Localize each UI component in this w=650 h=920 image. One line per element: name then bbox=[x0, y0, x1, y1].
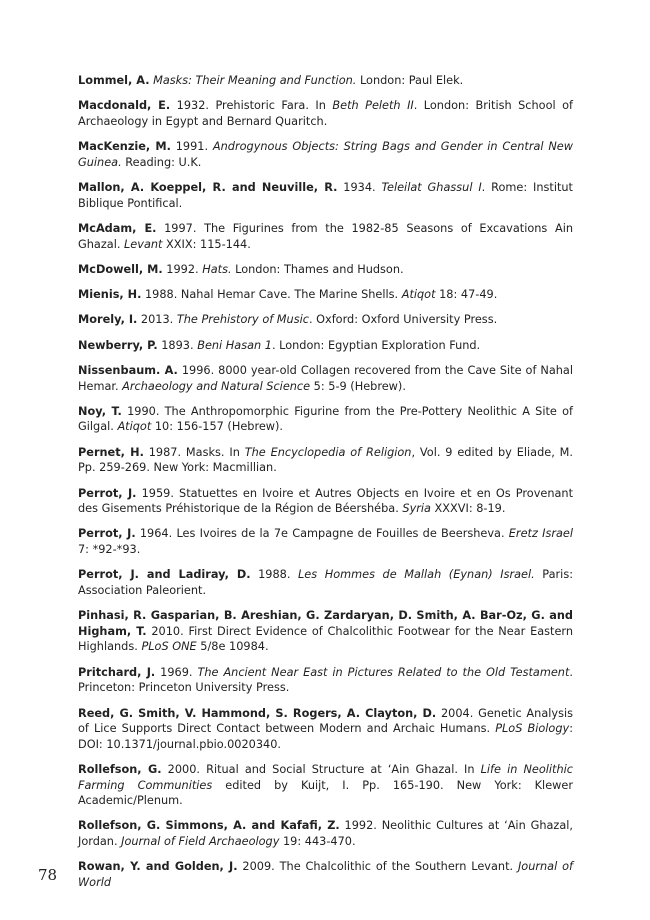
reference-entry bbox=[78, 312, 573, 328]
reference-title: Journal of Field Archaeology bbox=[121, 835, 280, 849]
reference-text: . Princeton: Princeton University Press. bbox=[78, 665, 573, 695]
reference-entry bbox=[78, 665, 573, 696]
reference-entry bbox=[78, 262, 573, 278]
reference-entry bbox=[78, 221, 573, 252]
reference-text: 1959. Statuettes en Ivoire et Autres Objects en Ivoire et en Os Provenant des Gisements Préhistorique de la Région de Béershéba. bbox=[78, 486, 574, 516]
reference-text: 5: 5-9 (Hebrew). bbox=[310, 379, 406, 393]
reference-entry bbox=[78, 706, 573, 753]
reference-title: Archaeology and Natural Science bbox=[122, 379, 311, 393]
reference-text: 1988. Nahal Hemar Cave. The Marine Shells. bbox=[141, 288, 402, 302]
reference-entry bbox=[78, 287, 573, 303]
reference-title: Teleilat Ghassul I bbox=[381, 181, 482, 195]
reference-text: XXXVI: 8-19. bbox=[430, 502, 506, 516]
reference-text: . London: British School of Archaeology in Egypt and Bernard Quaritch. bbox=[78, 99, 573, 128]
reference-author: Newberry, P. bbox=[78, 338, 158, 352]
reference-text: 1997. The Figurines from the 1982-85 Seasons of Excavations Ain Ghazal. bbox=[78, 221, 573, 251]
reference-entry bbox=[78, 363, 573, 394]
reference-text: : DOI: 10.1371/journal.pbio.0020340. bbox=[78, 722, 573, 751]
reference-text: 1992. bbox=[162, 262, 203, 276]
reference-text: XXIX: 115-144. bbox=[162, 237, 251, 251]
reference-text: 2009. The Chalcolithic of the Southern Levant. bbox=[237, 860, 518, 874]
reference-author: Nissenbaum. A. bbox=[78, 363, 178, 377]
reference-text: 1893. bbox=[157, 338, 198, 352]
reference-text: Paris: Association Paleorient. bbox=[78, 568, 574, 597]
reference-author: Mienis, H. bbox=[78, 288, 142, 302]
reference-entry bbox=[78, 98, 573, 129]
reference-text: London: Thames and Hudson. bbox=[231, 262, 404, 276]
reference-entry bbox=[78, 404, 573, 435]
reference-text: 2004. Genetic Analysis of Lice Supports Direct Contact between Modern and Archaic Humans. bbox=[78, 706, 573, 736]
reference-title: Life in Neolithic Farming Communities bbox=[78, 762, 573, 792]
reference-entry bbox=[78, 859, 573, 890]
reference-author: Mallon, A. Koeppel, R. and Neuville, R. bbox=[78, 181, 338, 195]
reference-text: . Rome: Institut Biblique Pontifical. bbox=[78, 181, 573, 210]
reference-title: Hats. bbox=[202, 262, 232, 276]
reference-author: Pinhasi, R. Gasparian, B. Areshian, G. Zardaryan, D. Smith, A. Bar-Oz, G. and Higham, T. bbox=[78, 609, 573, 638]
reference-title: Eretz Israel bbox=[508, 527, 574, 541]
page-number: 78 bbox=[38, 866, 58, 884]
reference-text: , Vol. 9 edited by Eliade, M. Pp. 259-269. New York: Macmillian. bbox=[78, 445, 573, 475]
reference-text: London: Paul Elek. bbox=[356, 74, 464, 87]
reference-entry bbox=[78, 445, 573, 476]
reference-entry bbox=[78, 526, 573, 557]
reference-text: 10: 156-157 (Hebrew). bbox=[151, 420, 284, 434]
reference-title: Masks: Their Meaning and Function. bbox=[153, 74, 357, 87]
reference-entry bbox=[78, 567, 573, 598]
reference-entry bbox=[78, 486, 573, 517]
reference-entry bbox=[78, 762, 573, 809]
reference-title: Atiqot bbox=[117, 420, 152, 434]
reference-list bbox=[78, 73, 573, 900]
reference-text: 5/8e 10984. bbox=[196, 640, 269, 654]
reference-author: Lommel, A. bbox=[78, 74, 150, 87]
reference-text: 1991. bbox=[170, 140, 213, 154]
reference-title: Journal of World bbox=[78, 860, 573, 889]
reference-title: Beni Hasan 1 bbox=[197, 338, 272, 352]
reference-author: MacKenzie, M. bbox=[78, 140, 171, 154]
reference-author: Pritchard, J. bbox=[78, 665, 156, 679]
reference-text: 2000. Ritual and Social Structure at ‘Ain Ghazal. In bbox=[161, 762, 481, 776]
reference-text: 1934. bbox=[337, 181, 382, 195]
reference-author: Perrot, J. and Ladiray, D. bbox=[78, 568, 251, 582]
reference-title: PLoS Biology bbox=[495, 722, 570, 736]
reference-title: Les Hommes de Mallah (Eynan) Israel. bbox=[298, 568, 535, 582]
reference-entry bbox=[78, 180, 573, 211]
reference-text: . Oxford: Oxford University Press. bbox=[308, 313, 498, 327]
reference-text: 18: 47-49. bbox=[435, 288, 498, 302]
reference-entry bbox=[78, 818, 573, 849]
reference-title: Beth Peleth II bbox=[332, 99, 414, 113]
reference-text: 1964. Les Ivoires de la 7e Campagne de Fouilles de Beersheva. bbox=[135, 527, 509, 541]
reference-title: The Prehistory of Music bbox=[176, 313, 309, 327]
reference-text: 1996. 8000 year-old Collagen recovered from the Cave Site of Nahal Hemar. bbox=[78, 363, 573, 393]
reference-title: Syria bbox=[402, 502, 431, 516]
reference-author: Rollefson, G. bbox=[78, 762, 162, 776]
reference-author: Noy, T. bbox=[78, 404, 122, 418]
reference-text: 7: *92-*93. bbox=[78, 543, 141, 556]
reference-title: The Encyclopedia of Religion bbox=[244, 445, 412, 459]
reference-author: Perrot, J. bbox=[78, 486, 137, 500]
reference-text: edited by Kuijt, I. Pp. 165-190. New York: Klewer Academic/Plenum. bbox=[78, 778, 573, 808]
reference-title: Androgynous Objects: String Bags and Gender in Central New Guinea. bbox=[78, 140, 573, 169]
reference-text: 1990. The Anthropomorphic Figurine from the Pre-Pottery Neolithic A Site of Gilgal. bbox=[78, 404, 573, 434]
reference-entry bbox=[78, 608, 573, 655]
reference-text: 1988. bbox=[250, 568, 298, 582]
reference-entry bbox=[78, 139, 573, 170]
reference-text: 1969. bbox=[155, 665, 198, 679]
reference-text: 2013. bbox=[137, 313, 177, 327]
reference-entry bbox=[78, 73, 573, 89]
reference-author: Morely, I. bbox=[78, 313, 138, 327]
reference-text: . London: Egyptian Exploration Fund. bbox=[271, 338, 481, 352]
reference-author: Rollefson, G. Simmons, A. and Kafafi, Z. bbox=[78, 819, 340, 833]
reference-author: Macdonald, E. bbox=[78, 99, 171, 113]
reference-text: 19: 443-470. bbox=[279, 835, 356, 849]
reference-text: 1987. Masks. In bbox=[143, 445, 245, 459]
reference-author: Rowan, Y. and Golden, J. bbox=[78, 860, 238, 874]
reference-text: 1932. Prehistoric Fara. In bbox=[170, 99, 333, 113]
reference-author: Reed, G. Smith, V. Hammond, S. Rogers, A. Clayton, D. bbox=[78, 706, 437, 720]
reference-author: Perrot, J. bbox=[78, 527, 136, 541]
reference-text: Reading: U.K. bbox=[121, 155, 202, 169]
reference-title: Levant bbox=[124, 237, 163, 251]
reference-title: PLoS ONE bbox=[141, 640, 197, 654]
reference-author: McAdam, E. bbox=[78, 221, 157, 235]
reference-title: Atiqot bbox=[401, 288, 436, 302]
reference-entry bbox=[78, 338, 573, 354]
reference-text: 1992. Neolithic Cultures at ‘Ain Ghazal, Jordan. bbox=[78, 819, 573, 849]
reference-text: 2010. First Direct Evidence of Chalcolithic Footwear for the Near Eastern Highlands. bbox=[78, 624, 573, 654]
reference-title: The Ancient Near East in Pictures Related to the Old Testament bbox=[197, 665, 570, 679]
reference-author: McDowell, M. bbox=[78, 262, 163, 276]
reference-author: Pernet, H. bbox=[78, 445, 144, 459]
